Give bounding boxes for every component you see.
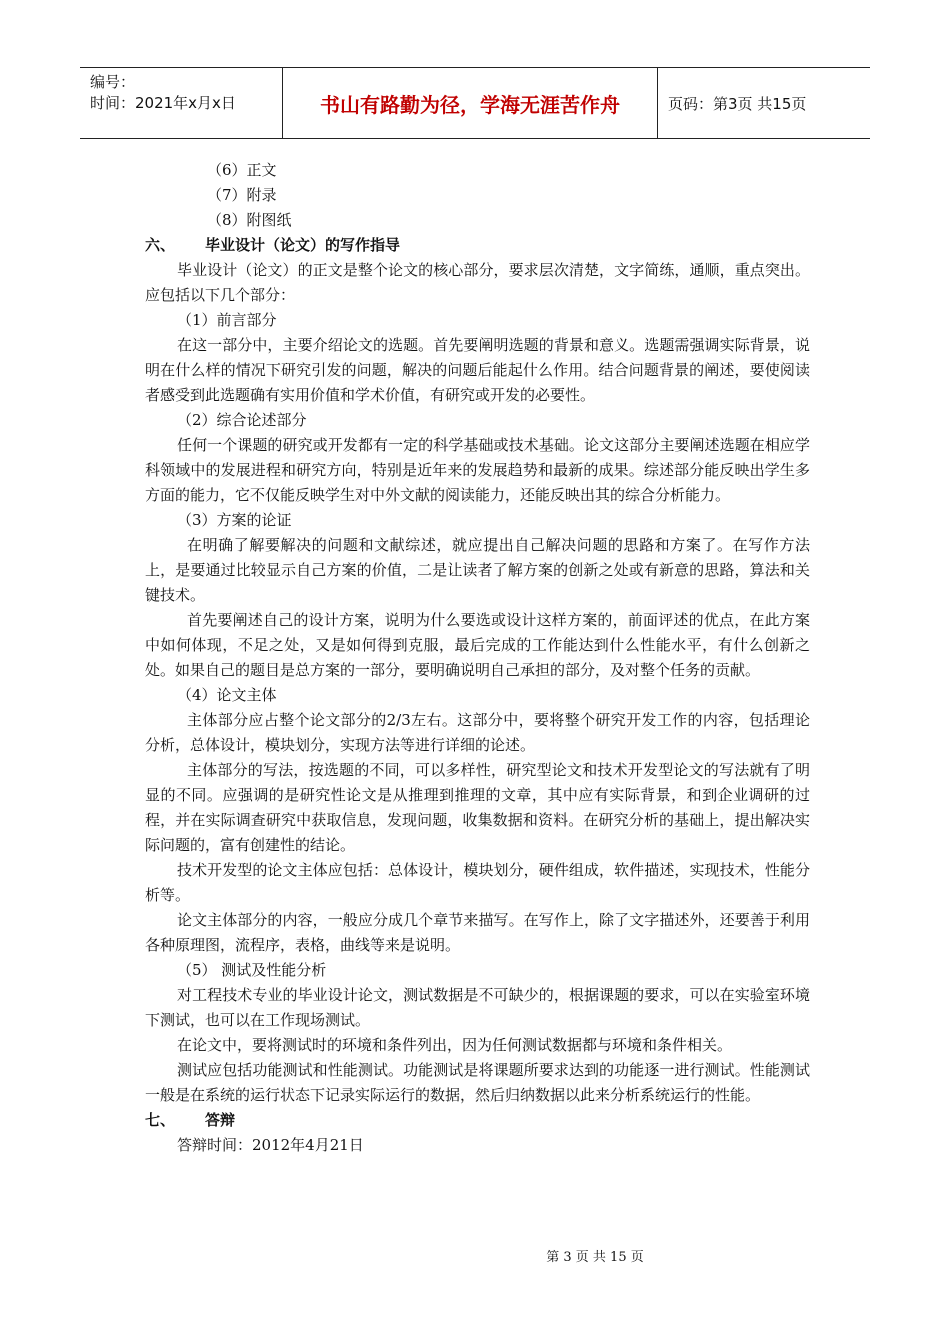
document-body xyxy=(145,158,810,1158)
paragraph: 答辩时间：2012年4月21日 xyxy=(177,1136,364,1154)
paragraph: 对工程技术专业的毕业设计论文，测试数据是不可缺少的，根据课题的要求，可以在实验室环境下测试，也可以在工作现场测试。 xyxy=(145,986,810,1029)
paragraph: 主体部分的写法，按选题的不同，可以多样性，研究型论文和技术开发型论文的写法就有了明显的不同。应强调的是研究性论文是从推理到推理的文章，其中应有实际背景，和到企业调研的过程，并在实际调查研究中获取信息，发现问题，收集数据和资料。在研究分析的基础上，提出解决实际问题的，富有创建性的结论。 xyxy=(145,761,810,854)
paragraph: 首先要阐述自己的设计方案，说明为什么要选或设计这样方案的，前面评述的优点，在此方案中如何体现，不足之处，又是如何得到克服，最后完成的工作能达到什么性能水平，有什么创新之处。如果自己的题目是总方案的一部分，要明确说明自己承担的部分，及对整个任务的贡献。 xyxy=(145,611,810,679)
paragraph: 任何一个课题的研究或开发都有一定的科学基础或技术基础。论文这部分主要阐述选题在相应学科领域中的发展进程和研究方向，特别是近年来的发展趋势和最新的成果。综述部分能反映出学生多方面的能力，它不仅能反映学生对中外文献的阅读能力，还能反映出其的综合分析能力。 xyxy=(145,436,810,504)
paragraph: 毕业设计（论文）的正文是整个论文的核心部分，要求层次清楚，文字简练，通顺，重点突出。应包括以下几个部分： xyxy=(145,261,810,304)
header-time: 时间：2021年x月x日 xyxy=(90,94,236,112)
list-item: （7）附录 xyxy=(207,186,277,204)
section-number: 七、 xyxy=(145,1111,176,1129)
section-number: 六、 xyxy=(145,236,176,254)
list-item: （8）附图纸 xyxy=(207,211,292,229)
header-meta xyxy=(80,68,282,138)
section-title: 毕业设计（论文）的写作指导 xyxy=(205,236,401,254)
subsection-title: （4）论文主体 xyxy=(177,686,277,704)
page-footer: 第 3 页 共 15 页 xyxy=(546,1250,644,1265)
header-page-info: 页码：第3页 共15页 xyxy=(668,94,807,113)
header-number: 编号： xyxy=(90,73,136,91)
header-motto: 书山有路勤为径，学海无涯苦作舟 xyxy=(282,68,658,138)
paragraph: 主体部分应占整个论文部分的2/3左右。这部分中，要将整个研究开发工作的内容，包括理论分析，总体设计，模块划分，实现方法等进行详细的论述。 xyxy=(145,711,810,754)
subsection-title: （3）方案的论证 xyxy=(177,511,292,529)
subsection-title: （5） 测试及性能分析 xyxy=(177,961,327,979)
paragraph: 技术开发型的论文主体应包括：总体设计，模块划分，硬件组成，软件描述，实现技术，性能分析等。 xyxy=(145,861,810,904)
list-item: （6）正文 xyxy=(207,161,277,179)
section-title: 答辩 xyxy=(205,1111,236,1129)
paragraph: 测试应包括功能测试和性能测试。功能测试是将课题所要求达到的功能逐一进行测试。性能测试一般是在系统的运行状态下记录实际运行的数据，然后归纳数据以此来分析系统运行的性能。 xyxy=(145,1061,810,1104)
paragraph: 在论文中，要将测试时的环境和条件列出，因为任何测试数据都与环境和条件相关。 xyxy=(177,1036,733,1054)
paragraph: 论文主体部分的内容，一般应分成几个章节来描写。在写作上，除了文字描述外，还要善于利用各种原理图，流程序，表格，曲线等来是说明。 xyxy=(145,911,810,954)
paragraph: 在这一部分中，主要介绍论文的选题。首先要阐明选题的背景和意义。选题需强调实际背景，说明在什么样的情况下研究引发的问题，解决的问题后能起什么作用。结合问题背景的阐述，要使阅读者感受到此选题确有实用价值和学术价值，有研究或开发的必要性。 xyxy=(145,336,810,404)
section-heading-7 xyxy=(145,1108,810,1133)
subsection-title: （2）综合论述部分 xyxy=(177,411,307,429)
section-heading-6 xyxy=(145,233,810,258)
page-header xyxy=(80,67,870,139)
paragraph: 在明确了解要解决的问题和文献综述，就应提出自己解决问题的思路和方案了。在写作方法上，是要通过比较显示自己方案的价值，二是让读者了解方案的创新之处或有新意的思路，算法和关键技术。 xyxy=(145,536,810,604)
subsection-title: （1）前言部分 xyxy=(177,311,277,329)
